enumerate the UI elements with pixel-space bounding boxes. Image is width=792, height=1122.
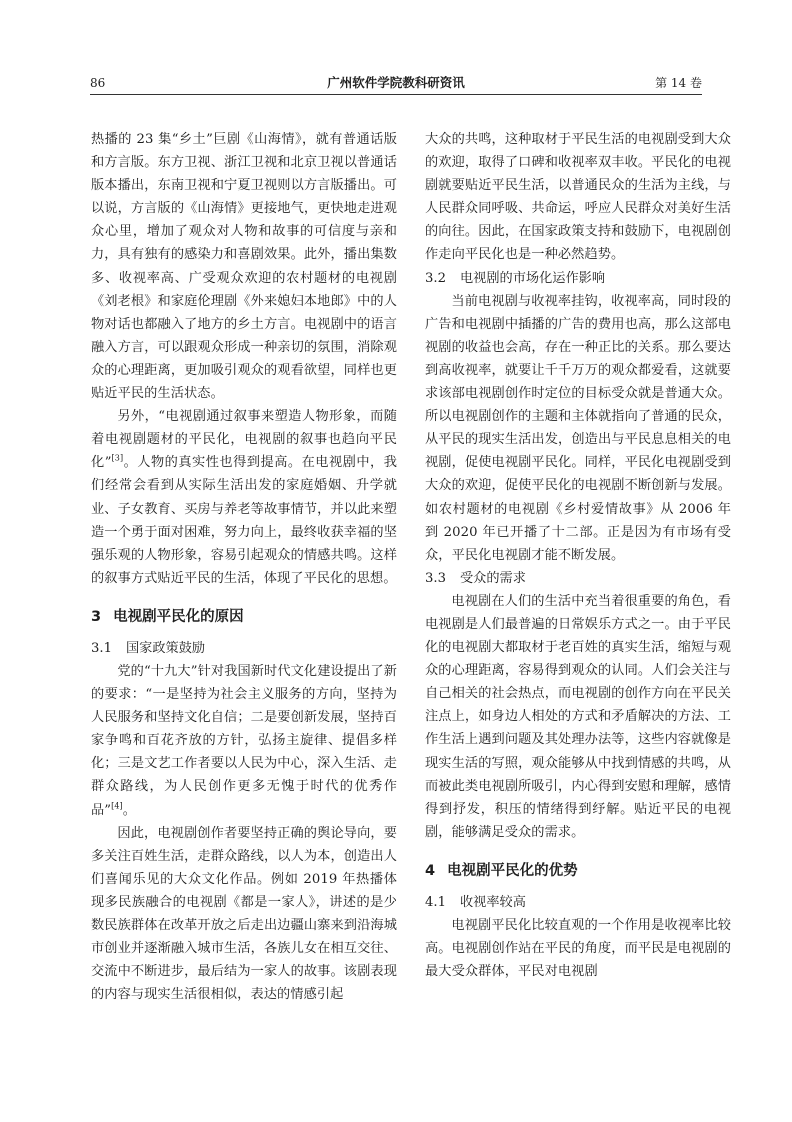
page-number: 86 [90, 76, 106, 90]
paragraph-text: 。 [122, 802, 137, 818]
header-rule [90, 94, 702, 95]
subsection-heading [425, 567, 731, 590]
subsection-title: 国家政策鼓励 [125, 640, 206, 656]
paragraph: 因此，电视剧创作者要坚持正确的舆论导向，要多关注百姓生活，走群众路线，以人为本，创造出人们喜闻乐见的大众文化作品。例如 2019 年热播体现多民族融合的电视剧《都是一家人》，讲述的是少数民族群体在改革开放之后走出边疆山寨来到沿海城市创业并逐渐融入城市生活，各族儿女在相互交往、交流中不断进步，最后结为一家人的故事。该剧表现的内容与现实生活很相似，表达的情感引起 [91, 825, 397, 1003]
citation: [3] [111, 453, 124, 463]
paragraph: 热播的 23 集“乡土”巨剧《山海情》，就有普通话版和方言版。东方卫视、浙江卫视和北京卫视以普通话版本播出，东南卫视和宁夏卫视则以方言版播出。可以说，方言版的《山海情》更接地气，更快地走进观众心里，增加了观众对人物和故事的可信度与亲和力，具有独有的感染力和喜剧效果。此外，播出集数多、收视率高、广受观众欢迎的农村题材的电视剧《刘老根》和家庭伦理剧《外来媳妇本地郎》中的人物对话也都融入了地方的乡土方言。电视剧中的语言融入方言，可以跟观众形成一种亲切的氛围，消除观众的心理距离，更加吸引观众的观看欲望，同样也更贴近平民的生活状态。 [91, 132, 397, 402]
paragraph-text: 。人物的真实性也得到提高。在电视剧中，我们经常会看到从实际生活出发的家庭婚姻、升学就业、子女教育、买房与养老等故事情节，并以此来塑造一个勇于面对困难，努力向上，最终收获幸福的坚强乐观的人物形象，容易引起观众的情感共鸣。这样的叙事方式贴近平民的生活，体现了平民化的思想。 [91, 455, 398, 586]
paragraph-text: 另外，“电视剧通过叙事来塑造人物形象，而随着电视剧题材的平民化，电视剧的叙事也趋向平民化” [91, 409, 397, 471]
subsection-number: 3.2 [425, 270, 446, 286]
subsection-number: 4.1 [425, 894, 446, 910]
section-heading [91, 606, 397, 629]
subsection-title: 受众的需求 [459, 570, 526, 586]
section-title: 电视剧平民化的优势 [447, 862, 578, 879]
journal-title: 广州软件学院教科研资讯 [327, 75, 465, 90]
subsection-number: 3.3 [425, 570, 446, 586]
section-number: 3 [91, 608, 102, 625]
section-title: 电视剧平民化的原因 [113, 608, 244, 625]
subsection-number: 3.1 [91, 640, 112, 656]
right-column [425, 128, 731, 983]
paragraph: 电视剧平民化比较直观的一个作用是收视率比较高。电视剧创作站在平民的角度，而平民是电视剧的最大受众群体，平民对电视剧 [425, 918, 731, 980]
paragraph [91, 660, 397, 822]
section-number: 4 [425, 862, 436, 879]
paragraph [91, 405, 397, 590]
paragraph-text: 党的“十九大”针对我国新时代文化建设提出了新的要求：“一是坚持为社会主义服务的方向，坚持为人民服务和坚持文化自信；二是要创新发展，坚持百家争鸣和百花齐放的方针，弘扬主旋律、提倡多样化；三是文艺工作者要以人民为中心，深入生活、走群众路线，为人民创作更多无愧于时代的优秀作品” [91, 663, 397, 818]
paragraph: 大众的共鸣，这种取材于平民生活的电视剧受到大众的欢迎，取得了口碑和收视率双丰收。平民化的电视剧就要贴近平民生活，以普通民众的生活为主线，与人民群众同呼吸、共命运，呼应人民群众对美好生活的向往。因此，在国家政策支持和鼓励下，电视剧创作走向平民化也是一种必然趋势。 [425, 132, 731, 263]
left-column [91, 128, 397, 1006]
paragraph: 电视剧在人们的生活中充当着很重要的角色，看电视剧是人们最普遍的日常娱乐方式之一。由于平民化的电视剧大都取材于老百姓的真实生活，缩短与观众的心理距离，容易得到观众的认同。人们会关注与自己相关的社会热点，而电视剧的创作方向在平民关注点上，如身边人相处的方式和矛盾解决的方法、工作生活上遇到问题及其处理办法等，这些内容就像是现实生活的写照，观众能够从中找到情感的共鸣，从而被此类电视剧所吸引，内心得到安慰和理解，感情得到抒发，积压的情绪得到纾解。贴近平民的电视剧，能够满足受众的需求。 [425, 593, 731, 840]
subsection-title: 电视剧的市场化运作影响 [459, 270, 606, 286]
paragraph: 当前电视剧与收视率挂钩，收视率高，同时段的广告和电视剧中插播的广告的费用也高，那么这部电视剧的收益也会高，存在一种正比的关系。那么要达到高收视率，就要让千千万万的观众都爱看，这就要求该部电视剧创作时定位的目标受众就是普通大众。所以电视剧创作的主题和主体就指向了普通的民众，从平民的现实生活出发，创造出与平民息息相关的电视剧，促使电视剧平民化。同样，平民化电视剧受到大众的欢迎，促使平民化的电视剧不断创新与发展。如农村题材的电视剧《乡村爱情故事》从 2006 年到 2020 年已开播了十二部。正是因为有市场有受众，平民化电视剧才能不断发展。 [425, 293, 731, 563]
subsection-heading [91, 637, 397, 660]
volume-label: 第 14 卷 [655, 76, 702, 90]
section-heading [425, 860, 731, 883]
running-header [90, 72, 702, 94]
subsection-title: 收视率较高 [459, 894, 526, 910]
subsection-heading [425, 267, 731, 290]
citation: [4] [111, 801, 123, 811]
subsection-heading [425, 891, 731, 914]
